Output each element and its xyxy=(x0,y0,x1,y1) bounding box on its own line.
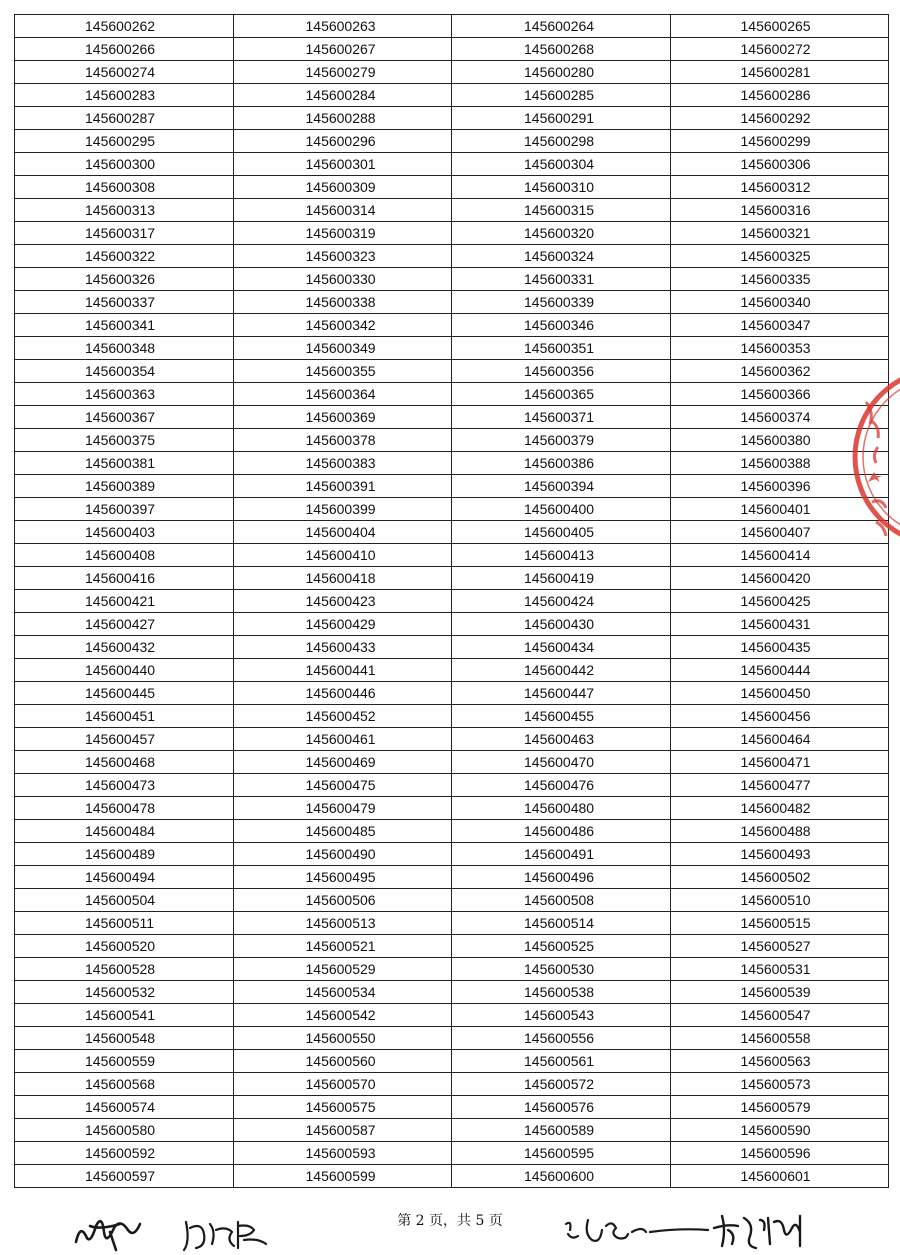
table-cell: 145600284 xyxy=(233,84,452,107)
table-cell: 145600380 xyxy=(670,429,889,452)
table-cell: 145600378 xyxy=(233,429,452,452)
table-cell: 145600347 xyxy=(670,314,889,337)
table-row xyxy=(15,774,889,797)
table-cell: 145600342 xyxy=(233,314,452,337)
table-cell: 145600309 xyxy=(233,176,452,199)
table-cell: 145600482 xyxy=(670,797,889,820)
table-cell: 145600399 xyxy=(233,498,452,521)
table-cell: 145600407 xyxy=(670,521,889,544)
table-cell: 145600330 xyxy=(233,268,452,291)
table-cell: 145600573 xyxy=(670,1073,889,1096)
table-cell: 145600455 xyxy=(452,705,671,728)
table-cell: 145600264 xyxy=(452,15,671,38)
table-cell: 145600383 xyxy=(233,452,452,475)
table-cell: 145600322 xyxy=(15,245,234,268)
table-cell: 145600404 xyxy=(233,521,452,544)
table-cell: 145600580 xyxy=(15,1119,234,1142)
table-cell: 145600283 xyxy=(15,84,234,107)
table-cell: 145600432 xyxy=(15,636,234,659)
table-row xyxy=(15,199,889,222)
table-row xyxy=(15,544,889,567)
table-cell: 145600375 xyxy=(15,429,234,452)
table-cell: 145600421 xyxy=(15,590,234,613)
table-cell: 145600494 xyxy=(15,866,234,889)
table-cell: 145600530 xyxy=(452,958,671,981)
table-cell: 145600279 xyxy=(233,61,452,84)
table-cell: 145600601 xyxy=(670,1165,889,1188)
id-number-table xyxy=(14,14,889,1188)
table-row xyxy=(15,1119,889,1142)
table-cell: 145600323 xyxy=(233,245,452,268)
table-cell: 145600541 xyxy=(15,1004,234,1027)
table-cell: 145600410 xyxy=(233,544,452,567)
table-cell: 145600534 xyxy=(233,981,452,1004)
table-cell: 145600550 xyxy=(233,1027,452,1050)
table-row xyxy=(15,337,889,360)
table-cell: 145600464 xyxy=(670,728,889,751)
table-cell: 145600300 xyxy=(15,153,234,176)
table-cell: 145600457 xyxy=(15,728,234,751)
table-row xyxy=(15,958,889,981)
table-cell: 145600527 xyxy=(670,935,889,958)
table-cell: 145600381 xyxy=(15,452,234,475)
table-cell: 145600592 xyxy=(15,1142,234,1165)
table-cell: 145600424 xyxy=(452,590,671,613)
table-cell: 145600473 xyxy=(15,774,234,797)
table-cell: 145600262 xyxy=(15,15,234,38)
table-cell: 145600371 xyxy=(452,406,671,429)
table-cell: 145600599 xyxy=(233,1165,452,1188)
table-cell: 145600420 xyxy=(670,567,889,590)
table-cell: 145600418 xyxy=(233,567,452,590)
table-cell: 145600364 xyxy=(233,383,452,406)
table-cell: 145600539 xyxy=(670,981,889,1004)
table-row xyxy=(15,521,889,544)
table-cell: 145600520 xyxy=(15,935,234,958)
table-row xyxy=(15,705,889,728)
table-cell: 145600274 xyxy=(15,61,234,84)
table-cell: 145600579 xyxy=(670,1096,889,1119)
table-row xyxy=(15,107,889,130)
table-cell: 145600314 xyxy=(233,199,452,222)
table-cell: 145600548 xyxy=(15,1027,234,1050)
table-cell: 145600326 xyxy=(15,268,234,291)
table-row xyxy=(15,1050,889,1073)
table-row xyxy=(15,636,889,659)
table-cell: 145600312 xyxy=(670,176,889,199)
table-cell: 145600354 xyxy=(15,360,234,383)
table-cell: 145600339 xyxy=(452,291,671,314)
table-cell: 145600430 xyxy=(452,613,671,636)
table-cell: 145600568 xyxy=(15,1073,234,1096)
table-cell: 145600287 xyxy=(15,107,234,130)
page-number-footer: 第 2 页，共 5 页 xyxy=(397,1213,503,1229)
table-cell: 145600442 xyxy=(452,659,671,682)
table-cell: 145600461 xyxy=(233,728,452,751)
table-cell: 145600456 xyxy=(670,705,889,728)
table-cell: 145600525 xyxy=(452,935,671,958)
table-cell: 145600595 xyxy=(452,1142,671,1165)
table-cell: 145600451 xyxy=(15,705,234,728)
table-row xyxy=(15,728,889,751)
table-cell: 145600589 xyxy=(452,1119,671,1142)
table-cell: 145600337 xyxy=(15,291,234,314)
table-cell: 145600597 xyxy=(15,1165,234,1188)
table-cell: 145600480 xyxy=(452,797,671,820)
table-cell: 145600396 xyxy=(670,475,889,498)
table-cell: 145600491 xyxy=(452,843,671,866)
table-row xyxy=(15,843,889,866)
table-cell: 145600529 xyxy=(233,958,452,981)
table-cell: 145600351 xyxy=(452,337,671,360)
table-cell: 145600475 xyxy=(233,774,452,797)
table-row xyxy=(15,613,889,636)
table-cell: 145600484 xyxy=(15,820,234,843)
table-cell: 145600321 xyxy=(670,222,889,245)
table-cell: 145600502 xyxy=(670,866,889,889)
table-body xyxy=(15,15,889,1188)
table-cell: 145600320 xyxy=(452,222,671,245)
table-cell: 145600408 xyxy=(15,544,234,567)
table-cell: 145600268 xyxy=(452,38,671,61)
table-cell: 145600299 xyxy=(670,130,889,153)
table-cell: 145600413 xyxy=(452,544,671,567)
table-row xyxy=(15,475,889,498)
table-cell: 145600447 xyxy=(452,682,671,705)
table-cell: 145600452 xyxy=(233,705,452,728)
table-cell: 145600335 xyxy=(670,268,889,291)
table-cell: 145600574 xyxy=(15,1096,234,1119)
table-cell: 145600374 xyxy=(670,406,889,429)
table-cell: 145600575 xyxy=(233,1096,452,1119)
table-cell: 145600445 xyxy=(15,682,234,705)
table-row xyxy=(15,1165,889,1188)
table-cell: 145600435 xyxy=(670,636,889,659)
table-row xyxy=(15,15,889,38)
table-cell: 145600515 xyxy=(670,912,889,935)
table-cell: 145600431 xyxy=(670,613,889,636)
table-cell: 145600444 xyxy=(670,659,889,682)
table-cell: 145600486 xyxy=(452,820,671,843)
table-cell: 145600416 xyxy=(15,567,234,590)
table-cell: 145600547 xyxy=(670,1004,889,1027)
table-row xyxy=(15,1096,889,1119)
table-cell: 145600400 xyxy=(452,498,671,521)
table-cell: 145600304 xyxy=(452,153,671,176)
table-cell: 145600389 xyxy=(15,475,234,498)
official-seal-icon xyxy=(848,362,900,552)
table-row xyxy=(15,590,889,613)
table-cell: 145600386 xyxy=(452,452,671,475)
table-cell: 145600563 xyxy=(670,1050,889,1073)
table-cell: 145600485 xyxy=(233,820,452,843)
table-cell: 145600367 xyxy=(15,406,234,429)
table-row xyxy=(15,567,889,590)
table-row xyxy=(15,1027,889,1050)
table-cell: 145600493 xyxy=(670,843,889,866)
table-cell: 145600363 xyxy=(15,383,234,406)
table-cell: 145600349 xyxy=(233,337,452,360)
table-row xyxy=(15,130,889,153)
table-cell: 145600469 xyxy=(233,751,452,774)
table-cell: 145600477 xyxy=(670,774,889,797)
table-cell: 145600425 xyxy=(670,590,889,613)
table-cell: 145600561 xyxy=(452,1050,671,1073)
table-cell: 145600446 xyxy=(233,682,452,705)
table-cell: 145600511 xyxy=(15,912,234,935)
table-cell: 145600403 xyxy=(15,521,234,544)
table-cell: 145600521 xyxy=(233,935,452,958)
table-cell: 145600590 xyxy=(670,1119,889,1142)
table-row xyxy=(15,935,889,958)
table-cell: 145600513 xyxy=(233,912,452,935)
table-cell: 145600338 xyxy=(233,291,452,314)
table-cell: 145600528 xyxy=(15,958,234,981)
table-row xyxy=(15,498,889,521)
table-row xyxy=(15,291,889,314)
table-cell: 145600325 xyxy=(670,245,889,268)
table-cell: 145600291 xyxy=(452,107,671,130)
table-cell: 145600596 xyxy=(670,1142,889,1165)
table-cell: 145600423 xyxy=(233,590,452,613)
table-cell: 145600434 xyxy=(452,636,671,659)
table-row xyxy=(15,682,889,705)
table-row xyxy=(15,797,889,820)
table-row xyxy=(15,1073,889,1096)
table-cell: 145600538 xyxy=(452,981,671,1004)
table-row xyxy=(15,61,889,84)
table-cell: 145600479 xyxy=(233,797,452,820)
table-row xyxy=(15,176,889,199)
table-cell: 145600316 xyxy=(670,199,889,222)
table-cell: 145600440 xyxy=(15,659,234,682)
table-cell: 145600401 xyxy=(670,498,889,521)
table-cell: 145600471 xyxy=(670,751,889,774)
table-row xyxy=(15,314,889,337)
table-cell: 145600355 xyxy=(233,360,452,383)
table-row xyxy=(15,1142,889,1165)
table-cell: 145600463 xyxy=(452,728,671,751)
table-row xyxy=(15,912,889,935)
table-cell: 145600331 xyxy=(452,268,671,291)
table-row xyxy=(15,1004,889,1027)
table-cell: 145600298 xyxy=(452,130,671,153)
table-cell: 145600576 xyxy=(452,1096,671,1119)
table-cell: 145600379 xyxy=(452,429,671,452)
table-cell: 145600556 xyxy=(452,1027,671,1050)
table-cell: 145600414 xyxy=(670,544,889,567)
table-cell: 145600600 xyxy=(452,1165,671,1188)
table-row xyxy=(15,268,889,291)
table-cell: 145600296 xyxy=(233,130,452,153)
table-cell: 145600280 xyxy=(452,61,671,84)
table-cell: 145600558 xyxy=(670,1027,889,1050)
table-cell: 145600313 xyxy=(15,199,234,222)
table-cell: 145600542 xyxy=(233,1004,452,1027)
table-cell: 145600340 xyxy=(670,291,889,314)
table-cell: 145600267 xyxy=(233,38,452,61)
table-row xyxy=(15,84,889,107)
table-cell: 145600286 xyxy=(670,84,889,107)
table-cell: 145600572 xyxy=(452,1073,671,1096)
table-cell: 145600310 xyxy=(452,176,671,199)
table-cell: 145600306 xyxy=(670,153,889,176)
table-cell: 145600315 xyxy=(452,199,671,222)
table-cell: 145600559 xyxy=(15,1050,234,1073)
table-cell: 145600388 xyxy=(670,452,889,475)
table-cell: 145600476 xyxy=(452,774,671,797)
table-row xyxy=(15,452,889,475)
table-cell: 145600391 xyxy=(233,475,452,498)
table-cell: 145600356 xyxy=(452,360,671,383)
table-cell: 145600433 xyxy=(233,636,452,659)
table-cell: 145600263 xyxy=(233,15,452,38)
table-cell: 145600272 xyxy=(670,38,889,61)
table-cell: 145600490 xyxy=(233,843,452,866)
table-row xyxy=(15,659,889,682)
table-cell: 145600532 xyxy=(15,981,234,1004)
table-cell: 145600560 xyxy=(233,1050,452,1073)
table-cell: 145600348 xyxy=(15,337,234,360)
table-cell: 145600362 xyxy=(670,360,889,383)
table-cell: 145600496 xyxy=(452,866,671,889)
table-cell: 145600366 xyxy=(670,383,889,406)
table-cell: 145600429 xyxy=(233,613,452,636)
table-row xyxy=(15,429,889,452)
table-cell: 145600419 xyxy=(452,567,671,590)
table-cell: 145600593 xyxy=(233,1142,452,1165)
table-cell: 145600397 xyxy=(15,498,234,521)
table-cell: 145600441 xyxy=(233,659,452,682)
table-cell: 145600570 xyxy=(233,1073,452,1096)
table-cell: 145600489 xyxy=(15,843,234,866)
table-cell: 145600308 xyxy=(15,176,234,199)
table-cell: 145600365 xyxy=(452,383,671,406)
table-cell: 145600450 xyxy=(670,682,889,705)
table-cell: 145600427 xyxy=(15,613,234,636)
table-cell: 145600514 xyxy=(452,912,671,935)
table-cell: 145600292 xyxy=(670,107,889,130)
table-cell: 145600510 xyxy=(670,889,889,912)
table-cell: 145600394 xyxy=(452,475,671,498)
table-row xyxy=(15,153,889,176)
table-cell: 145600281 xyxy=(670,61,889,84)
table-row xyxy=(15,406,889,429)
table-row xyxy=(15,360,889,383)
table-cell: 145600488 xyxy=(670,820,889,843)
table-row xyxy=(15,820,889,843)
table-cell: 145600587 xyxy=(233,1119,452,1142)
table-row xyxy=(15,866,889,889)
table-cell: 145600317 xyxy=(15,222,234,245)
table-cell: 145600288 xyxy=(233,107,452,130)
table-cell: 145600324 xyxy=(452,245,671,268)
table-cell: 145600506 xyxy=(233,889,452,912)
table-cell: 145600341 xyxy=(15,314,234,337)
table-row xyxy=(15,751,889,774)
table-cell: 145600470 xyxy=(452,751,671,774)
table-row xyxy=(15,38,889,61)
table-cell: 145600346 xyxy=(452,314,671,337)
table-cell: 145600369 xyxy=(233,406,452,429)
table-row xyxy=(15,222,889,245)
table-cell: 145600353 xyxy=(670,337,889,360)
table-cell: 145600295 xyxy=(15,130,234,153)
table-cell: 145600405 xyxy=(452,521,671,544)
table-row xyxy=(15,889,889,912)
table-cell: 145600478 xyxy=(15,797,234,820)
table-row xyxy=(15,383,889,406)
table-row xyxy=(15,981,889,1004)
table-cell: 145600543 xyxy=(452,1004,671,1027)
table-cell: 145600285 xyxy=(452,84,671,107)
table-cell: 145600266 xyxy=(15,38,234,61)
table-cell: 145600531 xyxy=(670,958,889,981)
table-row xyxy=(15,245,889,268)
table-cell: 145600265 xyxy=(670,15,889,38)
table-cell: 145600468 xyxy=(15,751,234,774)
table-cell: 145600301 xyxy=(233,153,452,176)
table-cell: 145600319 xyxy=(233,222,452,245)
table-cell: 145600504 xyxy=(15,889,234,912)
table-cell: 145600495 xyxy=(233,866,452,889)
table-cell: 145600508 xyxy=(452,889,671,912)
